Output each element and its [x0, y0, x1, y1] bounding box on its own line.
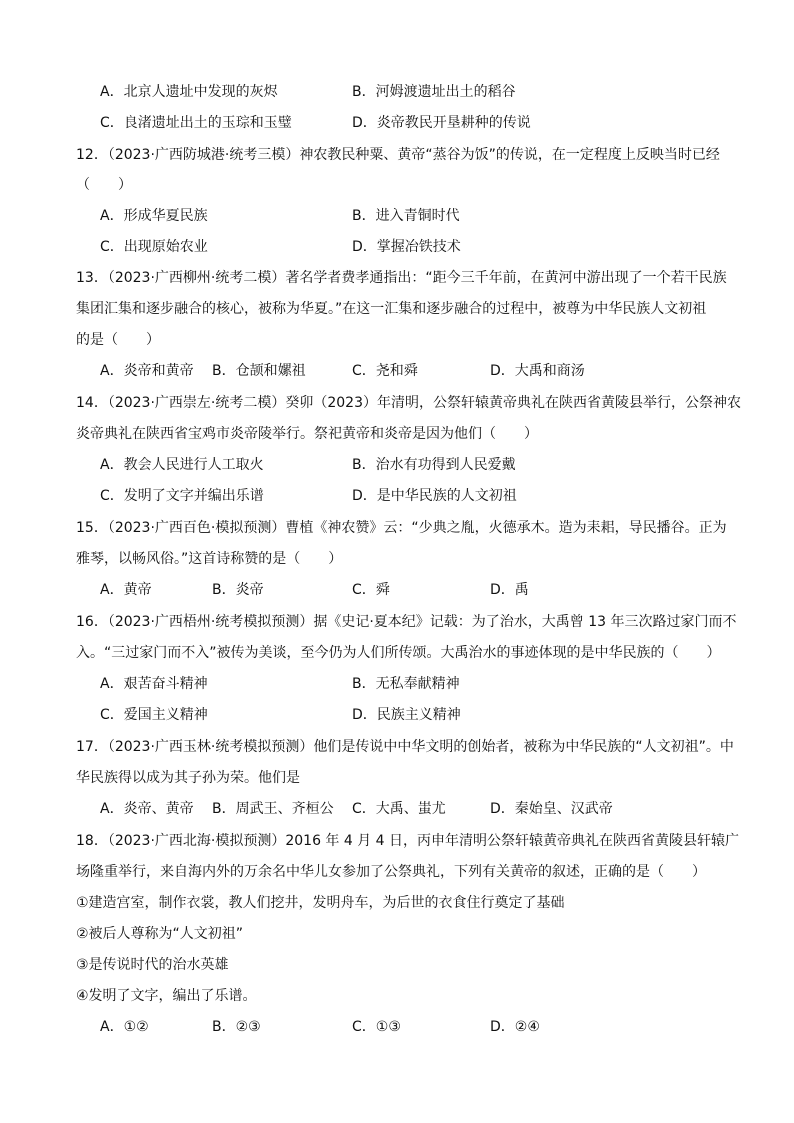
q17-stem-line-1: 17．（2023·广西玉林·统考模拟预测）他们是传说中中华文明的创始者，被称为中华民族的“人文初祖”。中 — [76, 739, 734, 755]
q12-option-a: A．形成华夏民族 — [100, 208, 208, 224]
q18-option-d: D．②④ — [490, 1019, 540, 1035]
q16-option-d: D．民族主义精神 — [352, 707, 461, 723]
q13-option-a: A．炎帝和黄帝 — [100, 363, 194, 379]
q15-option-c: C．舜 — [352, 582, 390, 598]
q17-stem-line-2: 华民族得以成为其子孙为荣。他们是 — [76, 770, 300, 786]
q12-option-b: B．进入青铜时代 — [352, 208, 460, 224]
q14-option-c: C．发明了文字并编出乐谱 — [100, 488, 264, 504]
q13-stem-line-2: 集团汇集和逐步融合的核心，被称为华夏。”在这一汇集和逐步融合的过程中，被尊为中华民族人文初祖 — [76, 301, 707, 317]
q12-stem-line-2: （ ） — [76, 177, 132, 193]
q13-option-d: D．大禹和商汤 — [490, 363, 585, 379]
q13-stem-line-1: 13．（2023·广西柳州·统考二模）著名学者费孝通指出：“距今三千年前，在黄河中游出现了一个若干民族 — [76, 270, 727, 286]
q18-option-a: A．①② — [100, 1019, 149, 1035]
q16-option-b: B．无私奉献精神 — [352, 676, 460, 692]
q15-option-b: B．炎帝 — [212, 582, 264, 598]
q17-option-d: D．秦始皇、汉武帝 — [490, 801, 613, 817]
q11-option-c: C．良渚遗址出土的玉琮和玉璧 — [100, 115, 292, 131]
q16-stem-line-2: 入。“三过家门而不入”被传为美谈，至今仍为人们所传颂。大禹治水的事迹体现的是中华民族的（ ） — [76, 645, 721, 661]
q15-option-d: D．禹 — [490, 582, 529, 598]
q15-stem-line-1: 15．（2023·广西百色·模拟预测）曹植《神农赞》云：“少典之胤，火德承木。造为耒耜，导民播谷。正为 — [76, 520, 727, 536]
q11-option-a: A．北京人遗址中发现的灰烬 — [100, 84, 278, 100]
q12-option-c: C．出现原始农业 — [100, 239, 208, 255]
q16-option-a: A．艰苦奋斗精神 — [100, 676, 208, 692]
q15-option-a: A．黄帝 — [100, 582, 152, 598]
q15-stem-line-2: 雅琴，以畅风俗。”这首诗称赞的是（ ） — [76, 551, 343, 567]
q18-stem-line-2: 场隆重举行，来自海内外的万余名中华儿女参加了公祭典礼，下列有关黄帝的叙述，正确的是（ ） — [76, 864, 706, 880]
q18-statement-3: ③是传说时代的治水英雄 — [76, 957, 229, 973]
q18-option-b: B．②③ — [212, 1019, 261, 1035]
q14-option-d: D．是中华民族的人文初祖 — [352, 488, 517, 504]
q18-statement-1: ①建造宫室，制作衣裳，教人们挖井，发明舟车，为后世的衣食住行奠定了基础 — [76, 895, 565, 911]
q13-option-c: C．尧和舜 — [352, 363, 418, 379]
q13-option-b: B．仓颉和嫘祖 — [212, 363, 306, 379]
q18-stem-line-1: 18．（2023·广西北海·模拟预测）2016 年 4 月 4 日，丙申年清明公祭轩辕黄帝典礼在陕西省黄陵县轩辕广 — [76, 833, 740, 849]
q11-option-b: B．河姆渡遗址出土的稻谷 — [352, 84, 516, 100]
q12-stem-line-1: 12．（2023·广西防城港·统考三模）神农教民种粟、黄帝“蒸谷为饭”的传说，在一定程度上反映当时已经 — [76, 147, 720, 163]
q17-option-c: C．大禹、蚩尤 — [352, 801, 446, 817]
q18-statement-4: ④发明了文字，编出了乐谱。 — [76, 988, 257, 1004]
q14-stem-line-2: 炎帝典礼在陕西省宝鸡市炎帝陵举行。祭祀黄帝和炎帝是因为他们（ ） — [76, 426, 538, 442]
q14-stem-line-1: 14．（2023·广西崇左·统考二模）癸卯（2023）年清明，公祭轩辕黄帝典礼在陕西省黄陵县举行，公祭神农 — [76, 395, 741, 411]
q14-option-a: A．教会人民进行人工取火 — [100, 457, 264, 473]
q18-option-c: C．①③ — [352, 1019, 401, 1035]
q18-statement-2: ②被后人尊称为“人文初祖” — [76, 926, 244, 942]
q17-option-a: A．炎帝、黄帝 — [100, 801, 194, 817]
q11-option-d: D．炎帝教民开垦耕种的传说 — [352, 115, 531, 131]
q13-stem-line-3: 的是（ ） — [76, 332, 160, 348]
q14-option-b: B．治水有功得到人民爱戴 — [352, 457, 516, 473]
q16-stem-line-1: 16．（2023·广西梧州·统考模拟预测）据《史记·夏本纪》记载：为了治水，大禹曾 13 年三次路过家门而不 — [76, 614, 737, 630]
q16-option-c: C．爱国主义精神 — [100, 707, 208, 723]
q17-option-b: B．周武王、齐桓公 — [212, 801, 334, 817]
q12-option-d: D．掌握冶铁技术 — [352, 239, 461, 255]
